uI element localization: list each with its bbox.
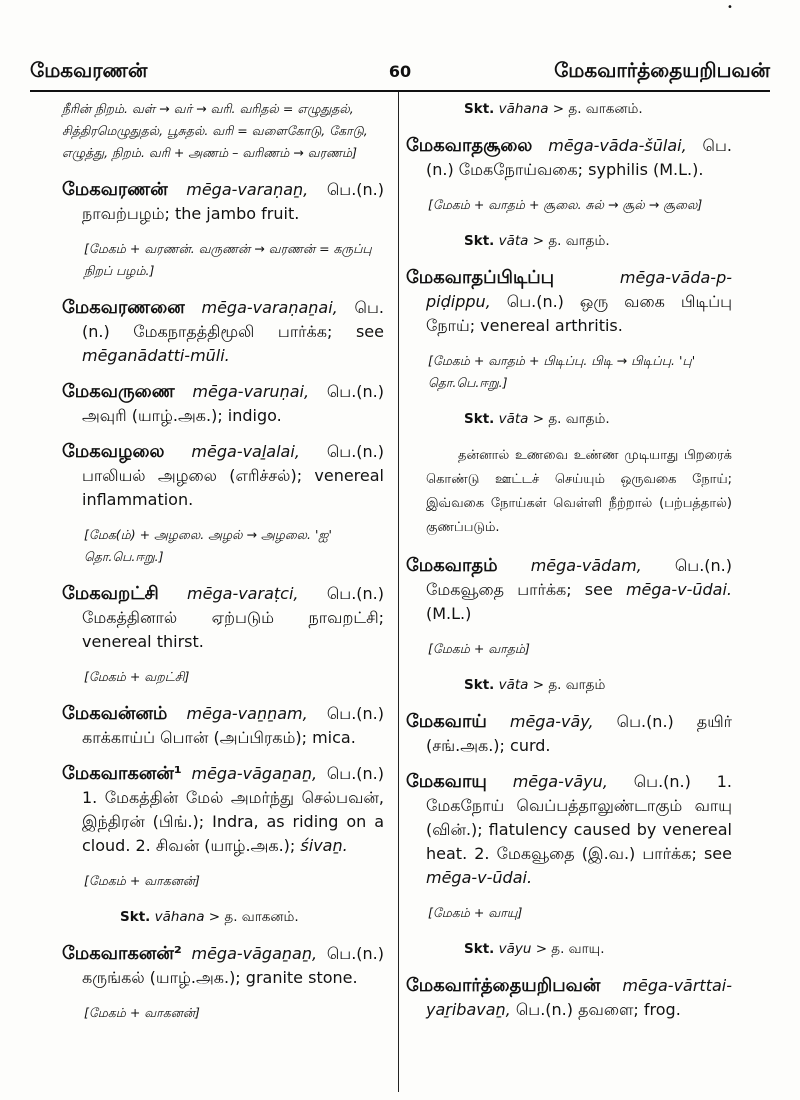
dictionary-entry (62, 440, 384, 512)
cross-reference: mēga-v-ūdai. (426, 868, 533, 887)
dictionary-entry (406, 266, 732, 338)
sanskrit-origin (464, 938, 732, 960)
transliteration: mēga-vāgaṉaṉ, (191, 944, 318, 963)
transliteration: mēga-vādam, (530, 556, 642, 575)
transliteration: mēga-vāda-šūlai, (548, 136, 687, 155)
transliteration: mēga-varuṇai, (192, 382, 310, 401)
headword: மேகவரணன் (62, 179, 168, 200)
header-rule (30, 90, 770, 92)
etymology-note: [மேகம் + வாதம் + பிடிப்பு. பிடி → பிடிப்பு. 'பு' தொ.பெ.ஈறு.] (428, 353, 696, 390)
definition: பெ.(n.) தயிர் (சங்.அக.); curd. (426, 712, 732, 755)
sanskrit-origin (464, 674, 732, 696)
definition: பெ.(n.) 1. மேகநோய் வெப்பத்தாலுண்டாகும் வாயு (வின்.); flatulency caused by venereal heat. 2. மேகவூதை (இ.வ.) பார்க்க; see (426, 772, 733, 863)
transliteration: mēga-vaṉṉam, (186, 704, 308, 723)
skt-word: vāyu (498, 941, 532, 957)
page-header (30, 58, 770, 88)
skt-derivation: > த. வாதம் (528, 677, 606, 693)
skt-word: vāhana (154, 909, 205, 925)
definition: பெ.(n.) கருங்கல் (யாழ்.அக.); granite stone. (82, 944, 384, 987)
definition: பெ.(n.) மேகநாதத்திமூலி பார்க்க; see (82, 298, 384, 341)
headword: மேகவழலை (62, 441, 165, 462)
right-column (406, 98, 732, 1034)
dictionary-entry (62, 178, 384, 226)
skt-label: Skt. (120, 909, 151, 925)
headword: மேகவருணை (62, 381, 175, 402)
headword: மேகவாய் (406, 711, 487, 732)
etymology-note: [மேகம் + வரணன். வருணன் → வரணன் = கருப்பு நிறப் பழம்.] (84, 241, 372, 278)
transliteration: mēga-varaṭci, (187, 584, 299, 603)
cross-reference: mēganādatti-mūli. (82, 346, 230, 365)
headword: மேகவன்னம் (62, 703, 168, 724)
definition: பெ.(n.) 1. மேகத்தின் மேல் அமர்ந்து செல்பவன், இந்திரன் (பிங்.); Indra, as riding on a cloud. 2. சிவன் (யாழ்.அக.); (82, 764, 384, 855)
skt-derivation: > த. வாதம். (528, 233, 610, 249)
skt-label: Skt. (464, 233, 495, 249)
dictionary-entry (62, 380, 384, 428)
dictionary-entry (406, 134, 732, 182)
left-column (62, 98, 384, 1038)
dictionary-entry (406, 770, 732, 890)
source-abbrev: (M.L.) (426, 604, 472, 623)
definition: பெ.(n.) மேகவூதை பார்க்க; see (426, 556, 732, 599)
etymology-note: [மேகம் + வாகனன்] (84, 1005, 200, 1020)
headword: மேகவாயு (406, 771, 487, 792)
skt-derivation: > த. வாகனம். (548, 101, 643, 117)
explanatory-paragraph: தன்னால் உணவை உண்ண முடியாது பிறரைக் கொண்டு ஊட்டச் செய்யும் ஒருவகை நோய்; இவ்வகை நோய்கள் வெள்ளி நீற்றால் (பற்பத்தால்) குணப்படும். (426, 448, 732, 535)
etymology-note: [மேகம் + வாதம்] (428, 641, 530, 656)
definition: பெ.(n.) மேகநோய்வகை; syphilis (M.L.). (426, 136, 732, 179)
headword: மேகவாதப்பிடிப்பு (406, 267, 555, 288)
cross-reference: mēga-v-ūdai. (625, 580, 732, 599)
skt-word: vāta (498, 677, 529, 693)
dictionary-entry (62, 296, 384, 368)
definition: பெ.(n.) மேகத்தினால் ஏற்படும் நாவறட்சி; venereal thirst. (82, 584, 384, 651)
continued-etymology: நீரின் நிறம். வள் → வர் → வரி. வரிதல் = எழுதுதல், சித்திரமெழுதுதல், பூசுதல். வரி = வளைகோடு, கோடு, எழுத்து, நிறம். வரி + அணம் – வரிணம் → வரணம்] (62, 101, 368, 160)
definition: பெ.(n.) அவுரி (யாழ்.அக.); indigo. (82, 382, 384, 425)
skt-label: Skt. (464, 941, 495, 957)
headword: மேகவார்த்தையறிபவன் (406, 975, 601, 996)
transliteration: mēga-vārttai-yaṟibavaṉ, (426, 976, 732, 1019)
dictionary-entry (62, 942, 384, 990)
skt-word: vāta (498, 411, 529, 427)
sanskrit-origin (464, 408, 732, 430)
definition: பெ.(n.) ஒரு வகை பிடிப்பு நோய்; venereal arthritis. (426, 292, 732, 335)
headword: மேகவறட்சி (62, 583, 159, 604)
sanskrit-origin (464, 230, 732, 252)
skt-derivation: > த. வாதம். (528, 411, 610, 427)
definition: பெ.(n.) தவளை; frog. (510, 1000, 681, 1019)
transliteration: mēga-vāda-p-piḍippu, (426, 268, 732, 311)
dictionary-entry (406, 974, 732, 1022)
etymology-note: [மேகம் + வறட்சி] (84, 669, 190, 684)
definition: பெ.(n.) பாலியல் அழலை (எரிச்சல்); venereal inflammation. (82, 442, 384, 509)
etymology-note: [மேகம் + வாயு] (428, 905, 523, 920)
dictionary-entry (62, 762, 384, 858)
dictionary-entry (62, 582, 384, 654)
page-number: 60 (388, 62, 412, 81)
headword: மேகவாதசூலை (406, 135, 533, 156)
header-right-guideword: மேகவார்த்தையறிபவன் (554, 58, 770, 82)
dictionary-entry (406, 554, 732, 626)
skt-word: vāta (498, 233, 529, 249)
headword: மேகவாகனன்² (62, 943, 182, 964)
column-divider (398, 92, 399, 1092)
headword: மேகவாதம் (406, 555, 498, 576)
headword: மேகவாகனன்¹ (62, 763, 182, 784)
transliteration: mēga-vāy, (509, 712, 594, 731)
transliteration: mēga-varaṇaṉai, (201, 298, 338, 317)
sanskrit-origin (120, 906, 384, 928)
transliteration: mēga-varaṇaṉ, (186, 180, 309, 199)
skt-derivation: > த. வாயு. (531, 941, 605, 957)
skt-label: Skt. (464, 101, 495, 117)
dictionary-entry (406, 710, 732, 758)
definition: பெ.(n.) நாவற்பழம்; the jambo fruit. (82, 180, 384, 223)
skt-word: vāhana (498, 101, 549, 117)
cross-reference: śivaṉ. (300, 836, 348, 855)
page-speck: • (727, 2, 733, 13)
transliteration: mēga-vāgaṉaṉ, (191, 764, 318, 783)
skt-label: Skt. (464, 677, 495, 693)
header-left-guideword: மேகவரணன் (30, 58, 148, 82)
etymology-note: [மேகம் + வாகனன்] (84, 873, 200, 888)
transliteration: mēga-vaḻalai, (191, 442, 300, 461)
sanskrit-origin (464, 98, 732, 120)
skt-label: Skt. (464, 411, 495, 427)
etymology-note: [மேக(ம்) + அழலை. அழல் → அழலை. 'ஐ' தொ.பெ.ஈறு.] (84, 527, 332, 564)
headword: மேகவரணனை (62, 297, 185, 318)
dictionary-entry (62, 702, 384, 750)
skt-derivation: > த. வாகனம். (204, 909, 299, 925)
transliteration: mēga-vāyu, (512, 772, 608, 791)
etymology-note: [மேகம் + வாதம் + சூலை. சுல் → சூல் → சூலை] (428, 197, 703, 212)
definition: பெ.(n.) காக்காய்ப் பொன் (அப்பிரகம்); mica. (82, 704, 384, 747)
